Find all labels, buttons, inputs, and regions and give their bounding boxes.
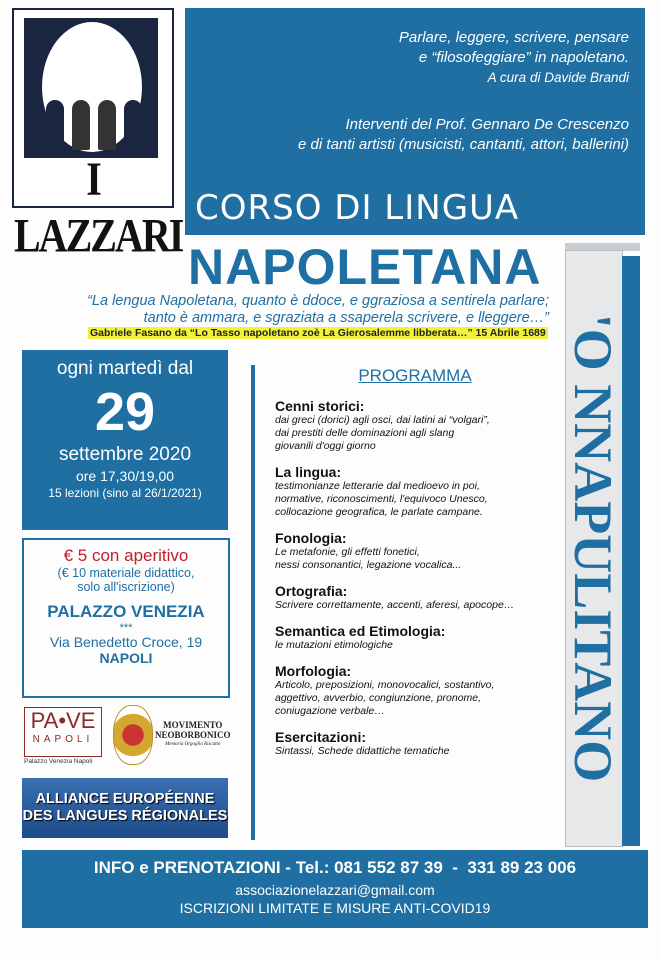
pave-logo-text: PA•VE (30, 708, 96, 733)
program-section (275, 530, 555, 572)
section-desc-line: Sintassi, Schede didattiche tematiche (275, 745, 450, 757)
schedule-month: settembre 2020 (58, 444, 192, 465)
program-section (275, 398, 555, 453)
bourbon-crest-logo (113, 705, 153, 765)
program-section (275, 583, 555, 612)
quote-line-1: “La lengua Napoletana, quanto è ddoce, e ggraziosa a sentirela parlare; (87, 293, 549, 309)
contact-info: INFO e PRENOTAZIONI - Tel.: 081 552 87 39 - 331 89 23 006 (93, 858, 577, 877)
pillar-side (622, 256, 640, 846)
section-title: Cenni storici: (275, 398, 365, 414)
section-desc-line: collocazione geografica, le parlate campane. (275, 506, 483, 518)
section-title: Morfologia: (275, 663, 352, 679)
pave-caption: Palazzo Venezia Napoli (24, 758, 93, 765)
program-section (275, 663, 555, 718)
schedule-time: ore 17,30/19,00 (75, 468, 175, 484)
course-title: CORSO DI LINGUA (195, 188, 520, 228)
alliance-line-2: DES LANGUES RÉGIONALES (22, 808, 228, 824)
price: € 5 con aperitivo (63, 546, 189, 565)
covid-notice: ISCRIZIONI LIMITATE E MISURE ANTI-COVID19 (179, 900, 491, 916)
tagline-1: Parlare, leggere, scrivere, pensare (398, 29, 629, 46)
header-box (185, 8, 645, 235)
section-title: La lingua: (275, 464, 342, 480)
venue: PALAZZO VENEZIA (47, 602, 205, 621)
section-desc-line: nessi consonantici, legazione vocalica... (275, 559, 462, 571)
section-desc-line: Scrivere correttamente, accenti, aferesi, apocope… (275, 599, 515, 611)
alliance-line-1: ALLIANCE EUROPÉENNE (35, 791, 215, 807)
section-desc-line: le mutazioni etimologiche (275, 639, 393, 651)
section-desc-line: normative, riconoscimenti, l'equivoco Unesco, (275, 493, 488, 505)
program-section (275, 464, 555, 519)
schedule-lessons: 15 lezioni (sino al 26/1/2021) (48, 486, 202, 500)
schedule-box (22, 350, 228, 530)
city: NAPOLI (99, 650, 153, 666)
section-desc-line: testimonianze letterarie dal medioevo in poi, (275, 480, 480, 492)
movimento-line-1: MOVIMENTO (163, 720, 223, 730)
price-note-2: solo all'iscrizione) (77, 580, 175, 594)
section-desc-line: coniugazione verbale… (275, 705, 385, 717)
guests-2: e di tanti artisti (musicisti, cantanti, attori, ballerini) (298, 136, 629, 153)
movimento-line-2: NEOBORBONICO (155, 730, 231, 740)
section-title: Ortografia: (275, 583, 348, 599)
email: associazionelazzari@gmail.com (235, 882, 435, 898)
divider (251, 365, 255, 840)
quote-line-2: tanto è ammara, e sgraziata a ssaperela scrivere, e lleggere…” (143, 310, 549, 326)
language-title: NAPOLETANA (188, 239, 542, 295)
section-desc-line: aggettivo, avverbio, congiunzione, pronome, (275, 692, 482, 704)
pave-logo-city: NAPOLI (32, 734, 94, 745)
guests-1: Interventi del Prof. Gennaro De Crescenzo (345, 116, 629, 133)
program-section (275, 623, 555, 652)
logo-name: I LAZZARI (14, 151, 183, 263)
venue-stars: *** (119, 622, 133, 634)
price-box (22, 538, 230, 698)
side-title: 'O NNAPULITANO (563, 313, 623, 783)
curator: A cura di Davide Brandi (487, 70, 629, 85)
section-title: Semantica ed Etimologia: (275, 623, 446, 639)
movimento-logo (155, 720, 231, 750)
section-title: Esercitazioni: (275, 729, 367, 745)
price-note-1: (€ 10 materiale didattico, (57, 566, 195, 580)
logo-illustration (24, 18, 158, 158)
program (275, 366, 555, 769)
section-desc-line: dai prestiti delle dominazioni agli slang (275, 427, 455, 439)
section-title: Fonologia: (275, 530, 347, 546)
footer-box (22, 850, 648, 928)
program-section (275, 729, 555, 758)
program-title: PROGRAMMA (358, 366, 472, 385)
section-desc-line: giovanili d'oggi giorno (275, 440, 376, 452)
schedule-day: 29 (94, 382, 156, 442)
section-desc-line: Articolo, preposizioni, monovocalici, sostantivo, (275, 679, 495, 691)
quote-citation: Gabriele Fasano da “Lo Tasso napoletano zoè La Gierosalemme libberata…” 15 Abrile 1689 (90, 327, 546, 339)
schedule-intro: ogni martedì dal (56, 358, 194, 379)
lazzari-logo (12, 8, 183, 263)
section-desc-line: dai greci (dorici) agli osci, dai latini ai “volgari”, (275, 414, 490, 426)
movimento-motto: Memoria Orgoglio Riscatto (165, 742, 221, 747)
alliance-banner (22, 778, 228, 838)
address: Via Benedetto Croce, 19 (49, 634, 203, 650)
pave-logo (24, 707, 102, 757)
section-desc-line: Le metafonie, gli effetti fonetici, (275, 546, 420, 558)
tagline-2: e “filosofeggiare” in napoletano. (418, 49, 629, 66)
